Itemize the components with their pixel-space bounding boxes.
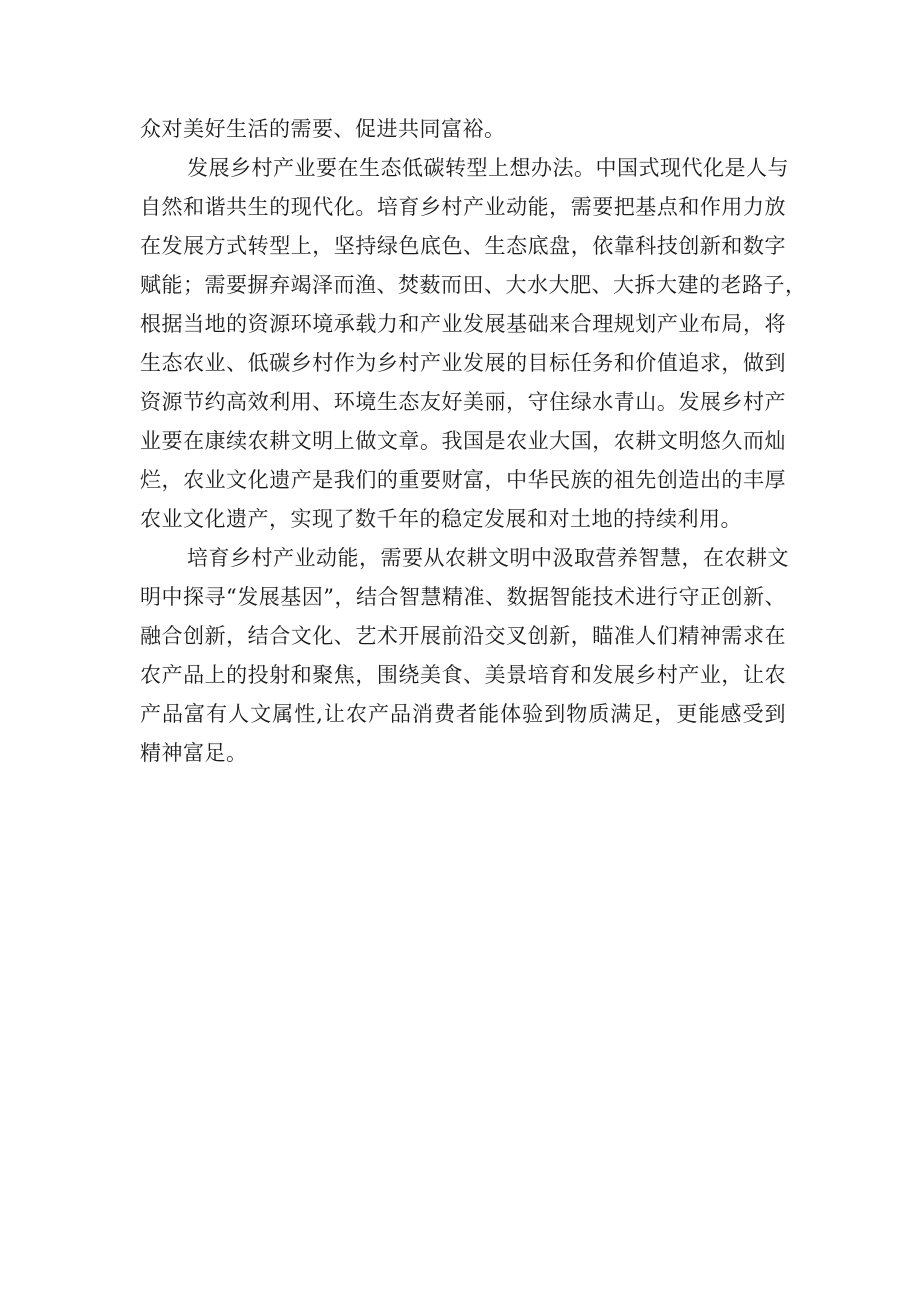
paragraph-2	[140, 149, 807, 539]
text-line: 众对美好生活的需要、促进共同富裕。	[140, 117, 506, 141]
text-line: 生态农业、低碳乡村作为乡村产业发展的目标任务和价值追求，做到	[140, 351, 786, 375]
text-line: 农产品上的投射和聚焦，围绕美食、美景培育和发展乡村产业，让农	[140, 663, 786, 687]
text-line: 培育乡村产业动能，需要从农耕文明中汲取营养智慧，在农耕文	[187, 546, 789, 570]
text-line: 农业文化遗产，实现了数千年的稳定发展和对土地的持续利用。	[140, 507, 742, 531]
paragraph-1	[140, 110, 786, 149]
paragraph-3	[140, 539, 789, 773]
text-line: 在发展方式转型上，坚持绿色底色、生态底盘，依靠科技创新和数字	[140, 234, 786, 258]
text-line: 精神富足。	[140, 741, 248, 765]
text-line: 烂，农业文化遗产是我们的重要财富，中华民族的祖先创造出的丰厚	[140, 468, 786, 492]
text-line: 根据当地的资源环境承载力和产业发展基础来合理规划产业布局，将	[140, 312, 786, 336]
document-body	[140, 110, 807, 773]
text-line: 赋能；需要摒弃竭泽而渔、焚薮而田、大水大肥、大拆大建的老路子，	[140, 273, 807, 297]
text-line: 产品富有人文属性,让农产品消费者能体验到物质满足，更能感受到	[140, 702, 786, 726]
text-line: 资源节约高效利用、环境生态友好美丽，守住绿水青山。发展乡村产	[140, 390, 786, 414]
text-line: 业要在康续农耕文明上做文章。我国是农业大国，农耕文明悠久而灿	[140, 429, 786, 453]
text-line: 明中探寻“发展基因”，结合智慧精准、数据智能技术进行守正创新、	[140, 585, 786, 609]
text-line: 自然和谐共生的现代化。培育乡村产业动能，需要把基点和作用力放	[140, 195, 786, 219]
text-line: 发展乡村产业要在生态低碳转型上想办法。中国式现代化是人与	[187, 156, 789, 180]
text-line: 融合创新，结合文化、艺术开展前沿交叉创新，瞄准人们精神需求在	[140, 624, 786, 648]
